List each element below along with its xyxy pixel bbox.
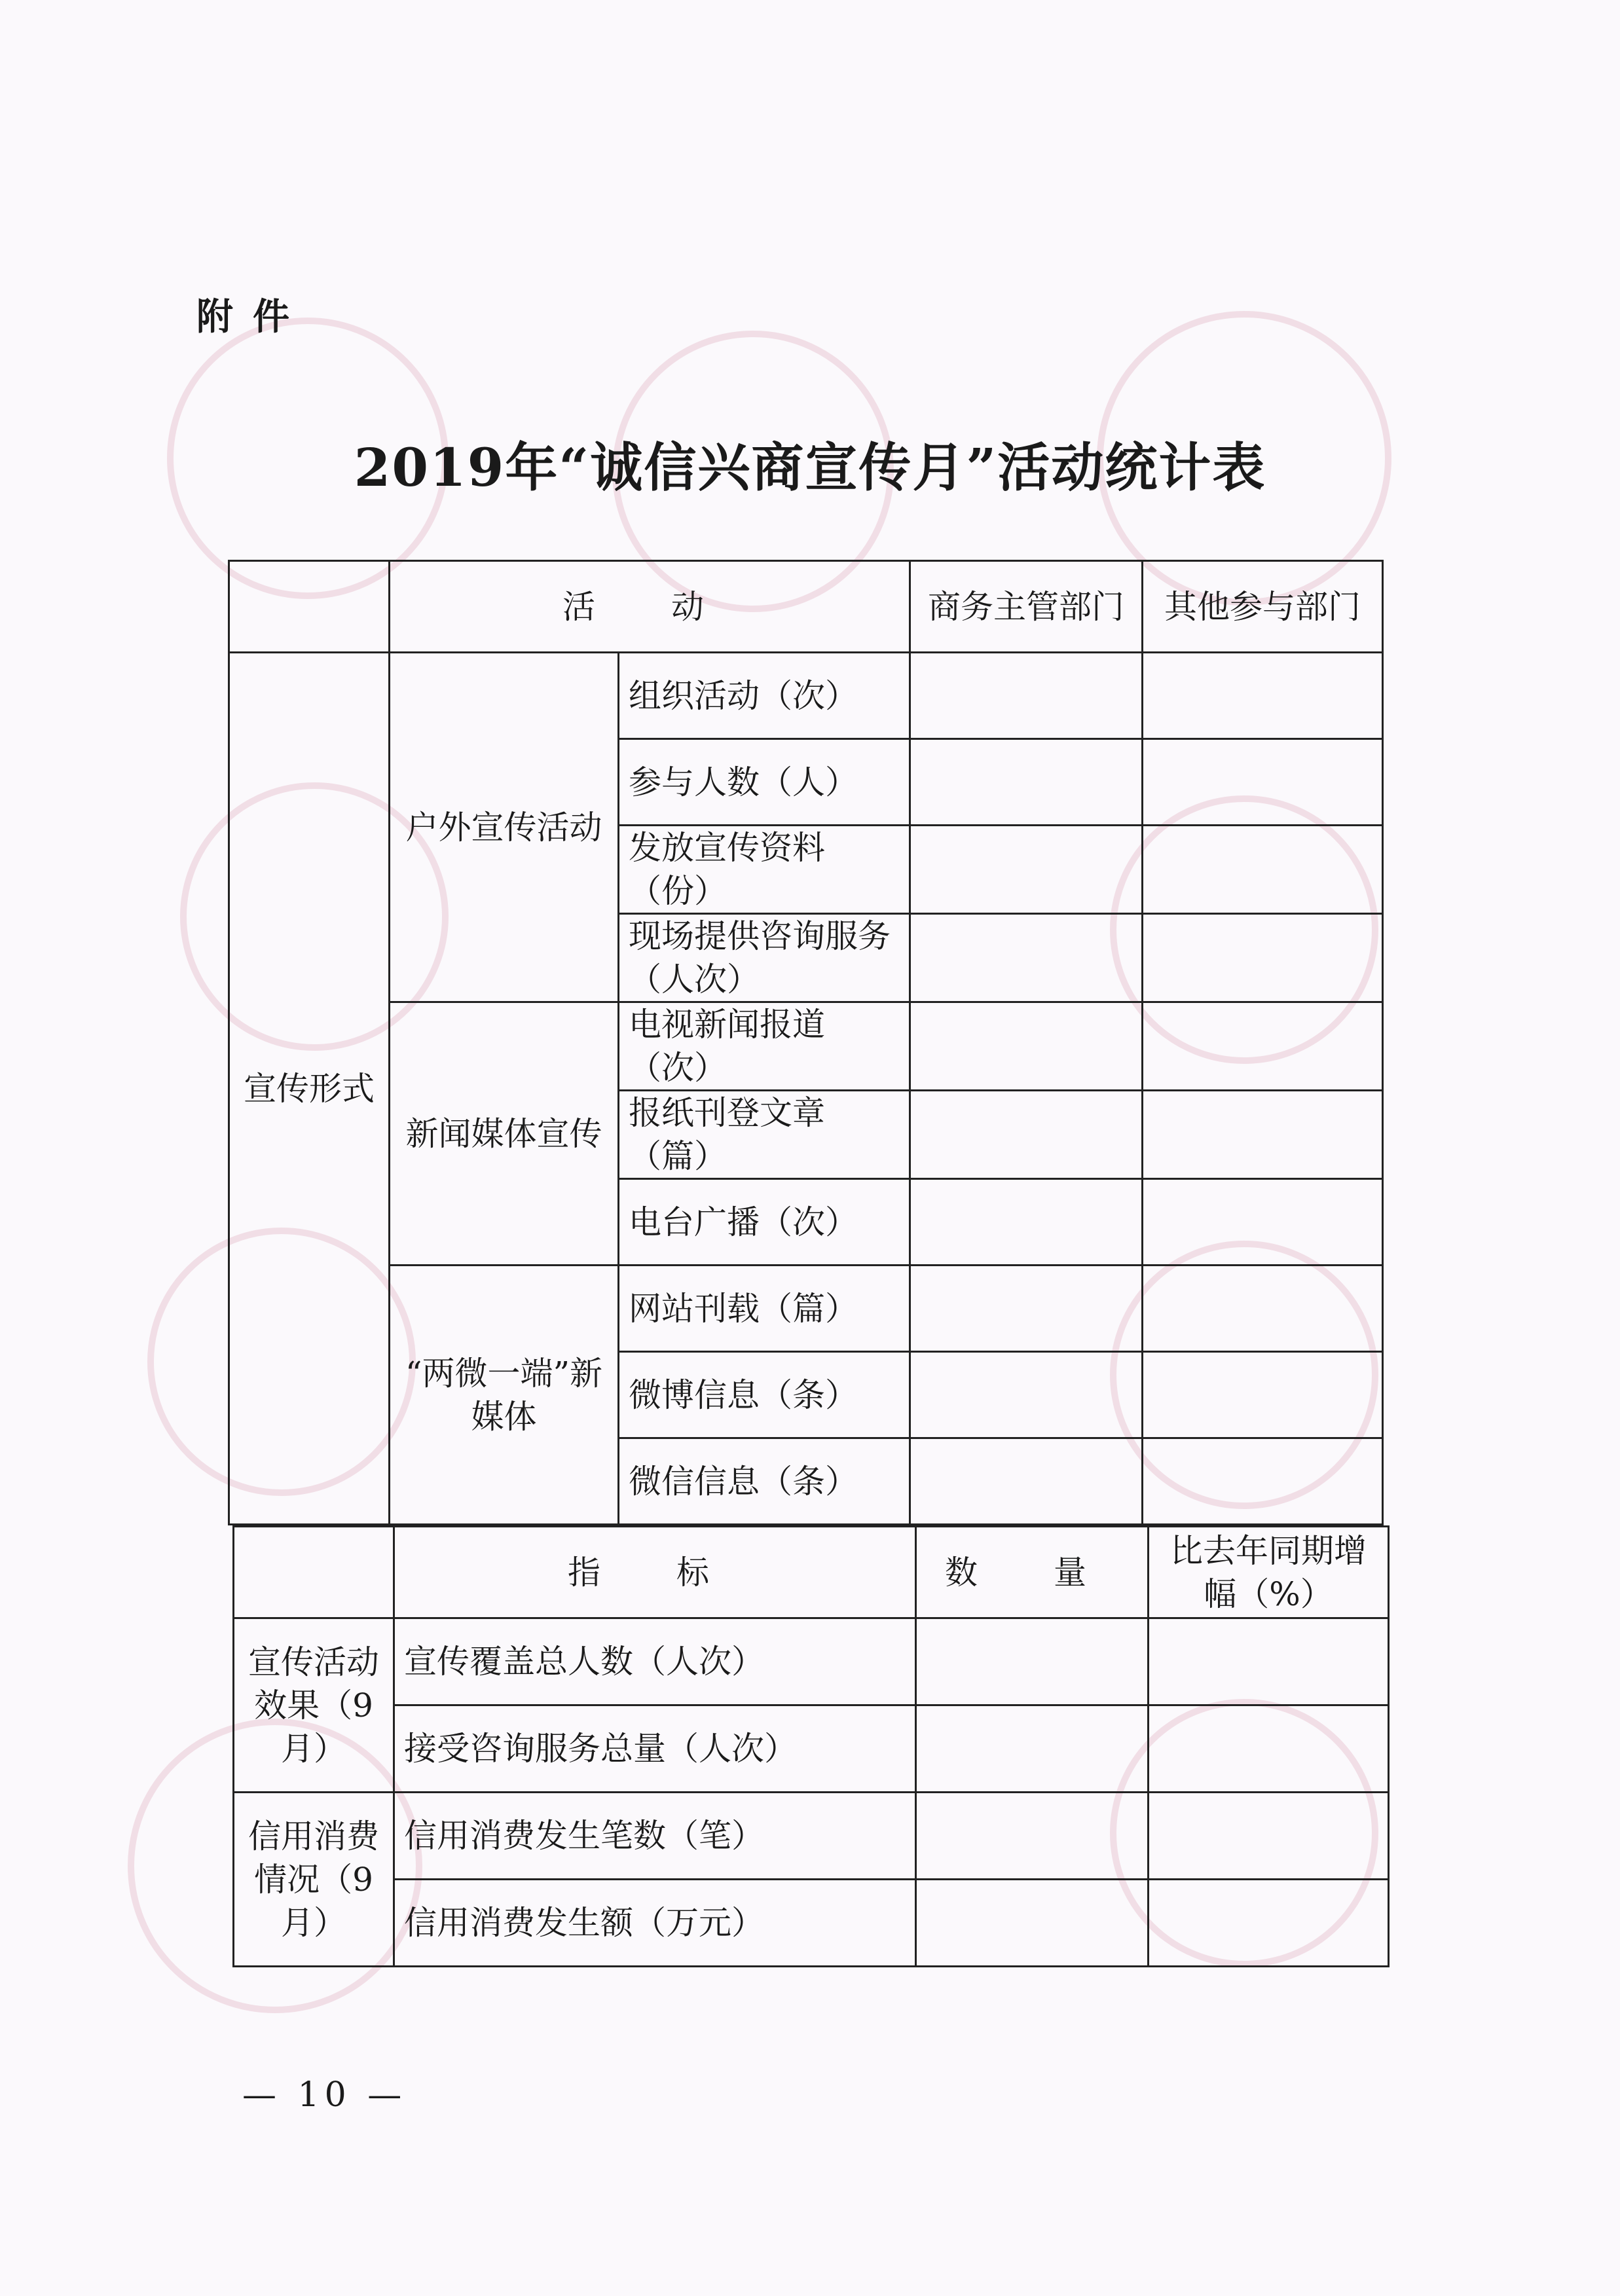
table-row	[229, 1002, 1383, 1091]
input-cell-other[interactable]	[1143, 1266, 1383, 1352]
table-row	[229, 1266, 1383, 1352]
input-cell-other[interactable]	[1143, 914, 1383, 1002]
item-label: 参与人数（人）	[619, 739, 910, 826]
input-cell-other[interactable]	[1143, 826, 1383, 914]
header-growth: 比去年同期增幅（%）	[1149, 1527, 1389, 1618]
input-cell-other[interactable]	[1143, 1352, 1383, 1438]
group-new-media: “两微一端”新媒体	[390, 1266, 619, 1525]
item-label: 接受咨询服务总量（人次）	[394, 1705, 916, 1793]
header-indicator: 指 标	[394, 1527, 916, 1618]
section-credit-consumption: 信用消费情况（9月）	[234, 1793, 394, 1967]
item-label: 网站刊载（篇）	[619, 1266, 910, 1352]
input-cell-commerce[interactable]	[910, 826, 1143, 914]
table-row	[234, 1793, 1389, 1880]
page-title: 2019年“诚信兴商宣传月”活动统计表	[354, 437, 1266, 498]
input-cell-commerce[interactable]	[910, 1002, 1143, 1091]
attachment-label: 附件	[196, 296, 309, 338]
input-cell-quantity[interactable]	[916, 1880, 1149, 1967]
input-cell-other[interactable]	[1143, 1091, 1383, 1179]
input-cell-commerce[interactable]	[910, 1352, 1143, 1438]
group-outdoor: 户外宣传活动	[390, 653, 619, 1002]
item-label: 微信信息（条）	[619, 1438, 910, 1525]
input-cell-growth[interactable]	[1149, 1618, 1389, 1705]
item-label: 现场提供咨询服务（人次）	[619, 914, 910, 1002]
header-other-dept: 其他参与部门	[1143, 561, 1383, 653]
input-cell-commerce[interactable]	[910, 1179, 1143, 1266]
table-row	[234, 1705, 1389, 1793]
table-row	[234, 1880, 1389, 1967]
input-cell-commerce[interactable]	[910, 1266, 1143, 1352]
item-label: 发放宣传资料（份）	[619, 826, 910, 914]
input-cell-other[interactable]	[1143, 1179, 1383, 1266]
table2-header-row	[234, 1527, 1389, 1618]
item-label: 报纸刊登文章（篇）	[619, 1091, 910, 1179]
item-label: 信用消费发生笔数（笔）	[394, 1793, 916, 1880]
input-cell-other[interactable]	[1143, 1002, 1383, 1091]
header-quantity: 数 量	[916, 1527, 1149, 1618]
header-commerce-dept: 商务主管部门	[910, 561, 1143, 653]
table-row	[234, 1618, 1389, 1705]
input-cell-commerce[interactable]	[910, 739, 1143, 826]
group-news-media: 新闻媒体宣传	[390, 1002, 619, 1266]
input-cell-growth[interactable]	[1149, 1880, 1389, 1967]
input-cell-growth[interactable]	[1149, 1705, 1389, 1793]
input-cell-quantity[interactable]	[916, 1618, 1149, 1705]
input-cell-commerce[interactable]	[910, 1091, 1143, 1179]
item-label: 电台广播（次）	[619, 1179, 910, 1266]
header-activity: 活 动	[390, 561, 910, 653]
input-cell-commerce[interactable]	[910, 653, 1143, 739]
page-number: — 10 —	[242, 2075, 407, 2115]
item-label: 组织活动（次）	[619, 653, 910, 739]
input-cell-other[interactable]	[1143, 739, 1383, 826]
item-label: 宣传覆盖总人数（人次）	[394, 1618, 916, 1705]
input-cell-other[interactable]	[1143, 1438, 1383, 1525]
item-label: 微博信息（条）	[619, 1352, 910, 1438]
indicator-table	[232, 1525, 1390, 1967]
input-cell-growth[interactable]	[1149, 1793, 1389, 1880]
table1-header-row	[229, 561, 1383, 653]
empty-corner-cell	[229, 561, 390, 653]
activity-statistics-table	[228, 560, 1384, 1525]
input-cell-commerce[interactable]	[910, 914, 1143, 1002]
input-cell-quantity[interactable]	[916, 1793, 1149, 1880]
input-cell-quantity[interactable]	[916, 1705, 1149, 1793]
table-row	[229, 653, 1383, 739]
section-publicity-form: 宣传形式	[229, 653, 390, 1525]
item-label: 电视新闻报道（次）	[619, 1002, 910, 1091]
input-cell-other[interactable]	[1143, 653, 1383, 739]
empty-corner-cell	[234, 1527, 394, 1618]
item-label: 信用消费发生额（万元）	[394, 1880, 916, 1967]
input-cell-commerce[interactable]	[910, 1438, 1143, 1525]
section-publicity-effect: 宣传活动效果（9月）	[234, 1618, 394, 1793]
